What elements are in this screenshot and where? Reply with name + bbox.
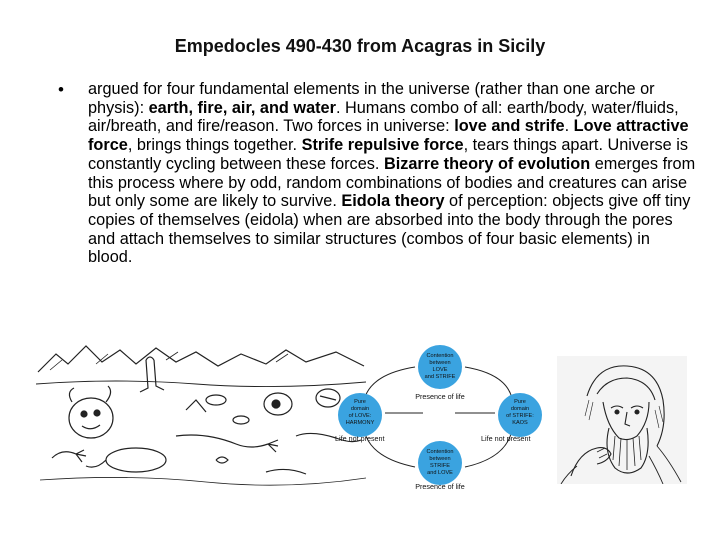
bottom-node-line-2: between — [429, 456, 451, 462]
right-node-line-2: domain — [510, 406, 530, 412]
bullet-text-run: , tears things apart. Universe is constantly cycling between these forces. — [88, 136, 689, 173]
right-node-line-3: of STRIFE: — [506, 413, 534, 419]
presence-of-life-lower-label: Presence of life — [415, 482, 465, 490]
left-node-line-3: of LOVE: — [348, 413, 372, 419]
slide-title: Empedocles 490-430 from Acagras in Sicily — [174, 36, 546, 56]
life-not-present-left-label: Life not present — [335, 434, 385, 443]
bullet-bold-term: earth, fire, air, and water — [148, 98, 336, 117]
empedocles-portrait-image — [557, 356, 687, 484]
bullet-marker: • — [58, 80, 64, 99]
left-node-line-1: Pure — [354, 399, 366, 405]
bullet-bold-term: love and strife — [454, 117, 565, 136]
bottom-node-line-4: and LOVE — [427, 470, 453, 476]
bullet-item — [58, 80, 698, 267]
right-node-line-4: KAOS — [512, 420, 528, 426]
left-node-line-2: domain — [350, 406, 370, 412]
bottom-node-line-1: Contention — [426, 449, 454, 455]
top-node-line-2: between — [429, 360, 451, 366]
top-node-line-3: LOVE — [432, 367, 448, 373]
right-node-line-1: Pure — [514, 399, 526, 405]
bullet-text-run: of perception: objects give off tiny copies of themselves (eidola) when are absorbed into the body through the pores and attach themselves to similar structures (combos of four basic elements) in blood. — [88, 192, 691, 267]
bullet-text-run: . Humans combo of all: earth/body, water/fluids, air/breath, and fire/reason. Two forces in universe: — [88, 98, 679, 136]
bullet-bold-term: Eidola theory — [341, 192, 445, 211]
presence-of-life-upper-label: Presence of life — [415, 392, 465, 401]
bottom-node-line-3: STRIFE — [430, 463, 450, 469]
life-not-present-right-label: Life not present — [481, 434, 531, 443]
top-node-line-4: and STRIFE — [424, 374, 456, 380]
bullet-bold-term: Bizarre theory of evolution — [383, 154, 591, 173]
bullet-text — [88, 80, 698, 267]
bullet-text-run: , brings things together. — [127, 136, 302, 155]
left-node-line-4: HARMONY — [345, 420, 375, 426]
top-node-line-1: Contention — [426, 353, 454, 359]
bullet-text-run: argued for four fundamental elements in the universe (rather than one arche or physis): — [88, 80, 655, 117]
bullet-bold-term: Strife repulsive force — [301, 136, 464, 155]
bullet-text-run: . — [564, 117, 574, 136]
bullet-text-run: emerges from this process where by odd, random combinations of bodies and creatures can arise but only some are likely to survive. — [88, 154, 696, 211]
creatures-sketch-image — [36, 340, 366, 490]
bullet-bold-term: Love attractive force — [88, 117, 689, 155]
love-strife-cycle-diagram — [335, 345, 545, 490]
